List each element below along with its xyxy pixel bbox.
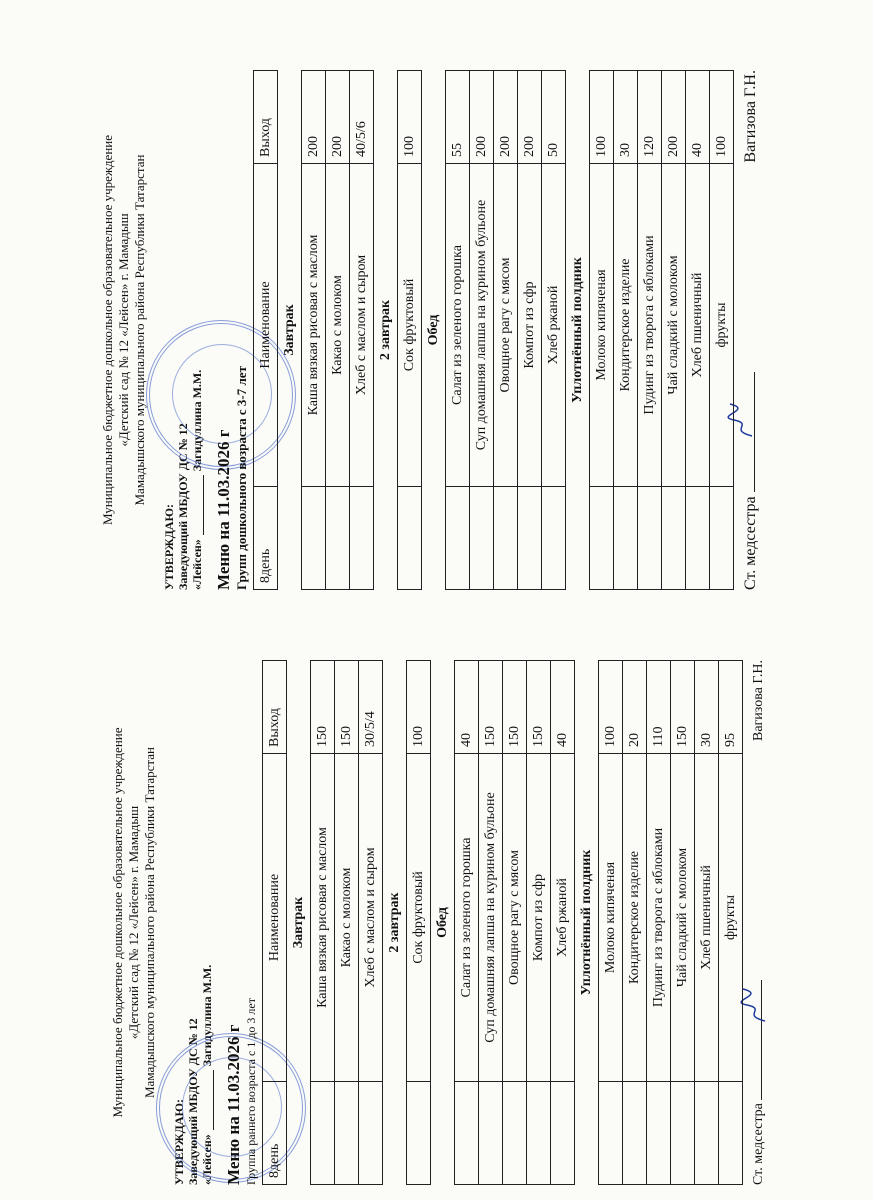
approval-block <box>172 660 214 1185</box>
day-cell <box>623 1082 647 1185</box>
dish-name: Овощное рагу с мясом <box>503 754 527 1082</box>
table-row <box>446 71 470 590</box>
day-cell <box>398 487 422 590</box>
table-row <box>398 71 422 590</box>
dish-output: 200 <box>302 71 326 164</box>
table-header-row <box>263 661 287 1185</box>
menu-sheet-early-age <box>110 660 873 1185</box>
org-line-3: Мамадышского муниципального района Республики Татарстан <box>142 747 157 1098</box>
dish-name: Хлеб с маслом и сыром <box>359 754 383 1082</box>
dish-name: Компот из сфр <box>518 164 542 487</box>
dish-name: Овощное рагу с мясом <box>494 164 518 487</box>
table-row <box>326 71 350 590</box>
dish-output: 200 <box>518 71 542 164</box>
day-cell <box>647 1082 671 1185</box>
day-cell <box>479 1082 503 1185</box>
dish-name: Суп домашняя лапша на курином бульоне <box>470 164 494 487</box>
dish-output: 200 <box>662 71 686 164</box>
section-title: Завтрак <box>287 661 311 1185</box>
dish-name: фрукты <box>710 164 734 487</box>
org-line-3: Мамадышского муниципального района Республики Татарстан <box>132 154 147 506</box>
dish-output: 100 <box>590 71 614 164</box>
day-cell <box>494 487 518 590</box>
table-row <box>335 661 359 1185</box>
dish-name: Хлеб с маслом и сыром <box>350 164 374 487</box>
day-cell <box>710 487 734 590</box>
dish-name: Сок фруктовый <box>407 754 431 1082</box>
table-row <box>695 661 719 1185</box>
dish-output: 40 <box>686 71 710 164</box>
dish-name: Молоко кипяченая <box>599 754 623 1082</box>
table-row <box>470 71 494 590</box>
section-title: 2 завтрак <box>383 661 407 1185</box>
dish-name: Сок фруктовый <box>398 164 422 487</box>
dish-name: Чай сладкий с молоком <box>671 754 695 1082</box>
table-row <box>479 661 503 1185</box>
organization-header <box>100 70 148 590</box>
day-cell <box>662 487 686 590</box>
day-cell <box>638 487 662 590</box>
dish-name: Салат из зеленого горошка <box>446 164 470 487</box>
dish-name: Какао с молоком <box>326 164 350 487</box>
dish-output: 150 <box>527 661 551 754</box>
day-cell <box>407 1082 431 1185</box>
dish-output: 40/5/6 <box>350 71 374 164</box>
menu-table <box>253 70 734 590</box>
dish-name: Какао с молоком <box>335 754 359 1082</box>
dish-name: Компот из сфр <box>527 754 551 1082</box>
table-row <box>407 661 431 1185</box>
dish-name: Хлеб пшеничный <box>686 164 710 487</box>
day-cell <box>446 487 470 590</box>
org-line-1: Муниципальное бюджетное дошкольное образовательное учреждение <box>110 727 125 1118</box>
table-header-row <box>254 71 278 590</box>
dish-name: Пудинг из творога с яблоками <box>638 164 662 487</box>
table-row <box>350 71 374 590</box>
dish-name: Хлеб ржаной <box>551 754 575 1082</box>
header-day: 8день <box>263 1082 287 1185</box>
menu-sheet-preschool <box>100 70 870 590</box>
day-cell <box>686 487 710 590</box>
day-cell <box>599 1082 623 1185</box>
day-cell <box>455 1082 479 1185</box>
dish-name: Чай сладкий с молоком <box>662 164 686 487</box>
section-row <box>287 661 311 1185</box>
table-row <box>503 661 527 1185</box>
dish-output: 20 <box>623 661 647 754</box>
day-cell <box>359 1082 383 1185</box>
table-row <box>623 661 647 1185</box>
dish-name: Каша вязкая рисовая с маслом <box>311 754 335 1082</box>
header-out: Выход <box>254 71 278 164</box>
dish-output: 50 <box>542 71 566 164</box>
dish-name: Суп домашняя лапша на курином бульоне <box>479 754 503 1082</box>
header-day: 8день <box>254 487 278 590</box>
nurse-label: Ст. медсестра <box>751 1103 766 1185</box>
table-row <box>302 71 326 590</box>
dish-output: 100 <box>407 661 431 754</box>
section-title: 2 завтрак <box>374 71 398 590</box>
section-title: Уплотнённый полдник <box>575 661 599 1185</box>
table-row <box>311 661 335 1185</box>
table-row <box>710 71 734 590</box>
table-row <box>518 71 542 590</box>
table-row <box>551 661 575 1185</box>
dish-output: 100 <box>710 71 734 164</box>
dish-output: 120 <box>638 71 662 164</box>
approve-head-name: Загидуллина М.М. <box>190 369 204 472</box>
dish-output: 40 <box>551 661 575 754</box>
section-title: Обед <box>422 71 446 590</box>
day-cell <box>302 487 326 590</box>
age-group: Групп дошкольного возраста с 3-7 лет <box>234 366 249 590</box>
day-cell <box>719 1082 743 1185</box>
nurse-name: Вагизова Г.Н. <box>742 70 759 163</box>
approve-position: Заведующий МБДОУ ДС № 12 <box>186 1018 200 1185</box>
day-cell <box>350 487 374 590</box>
table-row <box>647 661 671 1185</box>
dish-name: Хлеб ржаной <box>542 164 566 487</box>
org-line-2: «Детский сад № 12 «Лейсен» г. Мамадыш <box>116 213 131 447</box>
table-row <box>527 661 551 1185</box>
table-row <box>686 71 710 590</box>
header-name: Наименование <box>263 754 287 1082</box>
dish-name: фрукты <box>719 754 743 1082</box>
table-row <box>719 661 743 1185</box>
head-signature-line <box>203 475 204 535</box>
organization-header <box>110 660 158 1185</box>
day-cell <box>695 1082 719 1185</box>
approve-position: Заведующий МБДОУ ДС № 12 <box>176 423 190 590</box>
day-cell <box>614 487 638 590</box>
approve-head-name: Загидуллина М.М. <box>200 964 214 1067</box>
day-cell <box>503 1082 527 1185</box>
day-cell <box>590 487 614 590</box>
section-row <box>431 661 455 1185</box>
dish-output: 40 <box>455 661 479 754</box>
approve-org: «Лейсен» <box>200 1134 214 1185</box>
org-line-1: Муниципальное бюджетное дошкольное образовательное учреждение <box>100 135 115 525</box>
nurse-name: Вагизова Г.Н. <box>751 660 766 741</box>
dish-output: 150 <box>503 661 527 754</box>
dish-name: Салат из зеленого горошка <box>455 754 479 1082</box>
day-cell <box>671 1082 695 1185</box>
dish-output: 95 <box>719 661 743 754</box>
nurse-label: Ст. медсестра <box>742 496 759 590</box>
day-cell <box>527 1082 551 1185</box>
menu-table <box>262 660 743 1185</box>
dish-name: Пудинг из творога с яблоками <box>647 754 671 1082</box>
section-row <box>383 661 407 1185</box>
dish-output: 55 <box>446 71 470 164</box>
dish-name: Молоко кипяченая <box>590 164 614 487</box>
day-cell <box>326 487 350 590</box>
table-row <box>638 71 662 590</box>
approve-title: УТВЕРЖДАЮ: <box>162 503 176 590</box>
table-row <box>671 661 695 1185</box>
section-title: Обед <box>431 661 455 1185</box>
dish-output: 150 <box>335 661 359 754</box>
nurse-signature-block <box>742 70 760 590</box>
approve-title: УТВЕРЖДАЮ: <box>172 1098 186 1185</box>
dish-output: 200 <box>494 71 518 164</box>
section-row <box>278 71 302 590</box>
day-cell <box>551 1082 575 1185</box>
dish-name: Хлеб пшеничный <box>695 754 719 1082</box>
table-row <box>599 661 623 1185</box>
age-group: Группа раннего возраста с 1 до 3 лет <box>244 998 258 1185</box>
section-title: Уплотнённый полдник <box>566 71 590 590</box>
dish-name: Кондитерское изделие <box>623 754 647 1082</box>
org-line-2: «Детский сад № 12 «Лейсен» г. Мамадыш <box>126 805 141 1040</box>
table-row <box>542 71 566 590</box>
day-cell <box>311 1082 335 1185</box>
day-cell <box>518 487 542 590</box>
menu-date: Меню на 11.03.2026 г <box>224 1024 243 1185</box>
section-row <box>422 71 446 590</box>
table-row <box>494 71 518 590</box>
dish-output: 150 <box>671 661 695 754</box>
dish-output: 200 <box>470 71 494 164</box>
table-row <box>590 71 614 590</box>
dish-output: 200 <box>326 71 350 164</box>
dish-output: 150 <box>479 661 503 754</box>
day-cell <box>335 1082 359 1185</box>
dish-output: 110 <box>647 661 671 754</box>
dish-output: 30 <box>695 661 719 754</box>
dish-output: 30 <box>614 71 638 164</box>
day-cell <box>542 487 566 590</box>
table-row <box>614 71 638 590</box>
approve-org: «Лейсен» <box>190 539 204 590</box>
menu-date: Меню на 11.03.2026 г <box>214 429 233 590</box>
approval-block <box>162 70 204 590</box>
table-row <box>359 661 383 1185</box>
dish-name: Каша вязкая рисовая с маслом <box>302 164 326 487</box>
header-out: Выход <box>263 661 287 754</box>
dish-output: 150 <box>311 661 335 754</box>
dish-output: 100 <box>398 71 422 164</box>
section-row <box>575 661 599 1185</box>
nurse-signature-block <box>751 660 767 1185</box>
dish-name: Кондитерское изделие <box>614 164 638 487</box>
header-name: Наименование <box>254 164 278 487</box>
dish-output: 100 <box>599 661 623 754</box>
day-cell <box>470 487 494 590</box>
table-row <box>662 71 686 590</box>
section-title: Завтрак <box>278 71 302 590</box>
table-row <box>455 661 479 1185</box>
section-row <box>566 71 590 590</box>
dish-output: 30/5/4 <box>359 661 383 754</box>
section-row <box>374 71 398 590</box>
